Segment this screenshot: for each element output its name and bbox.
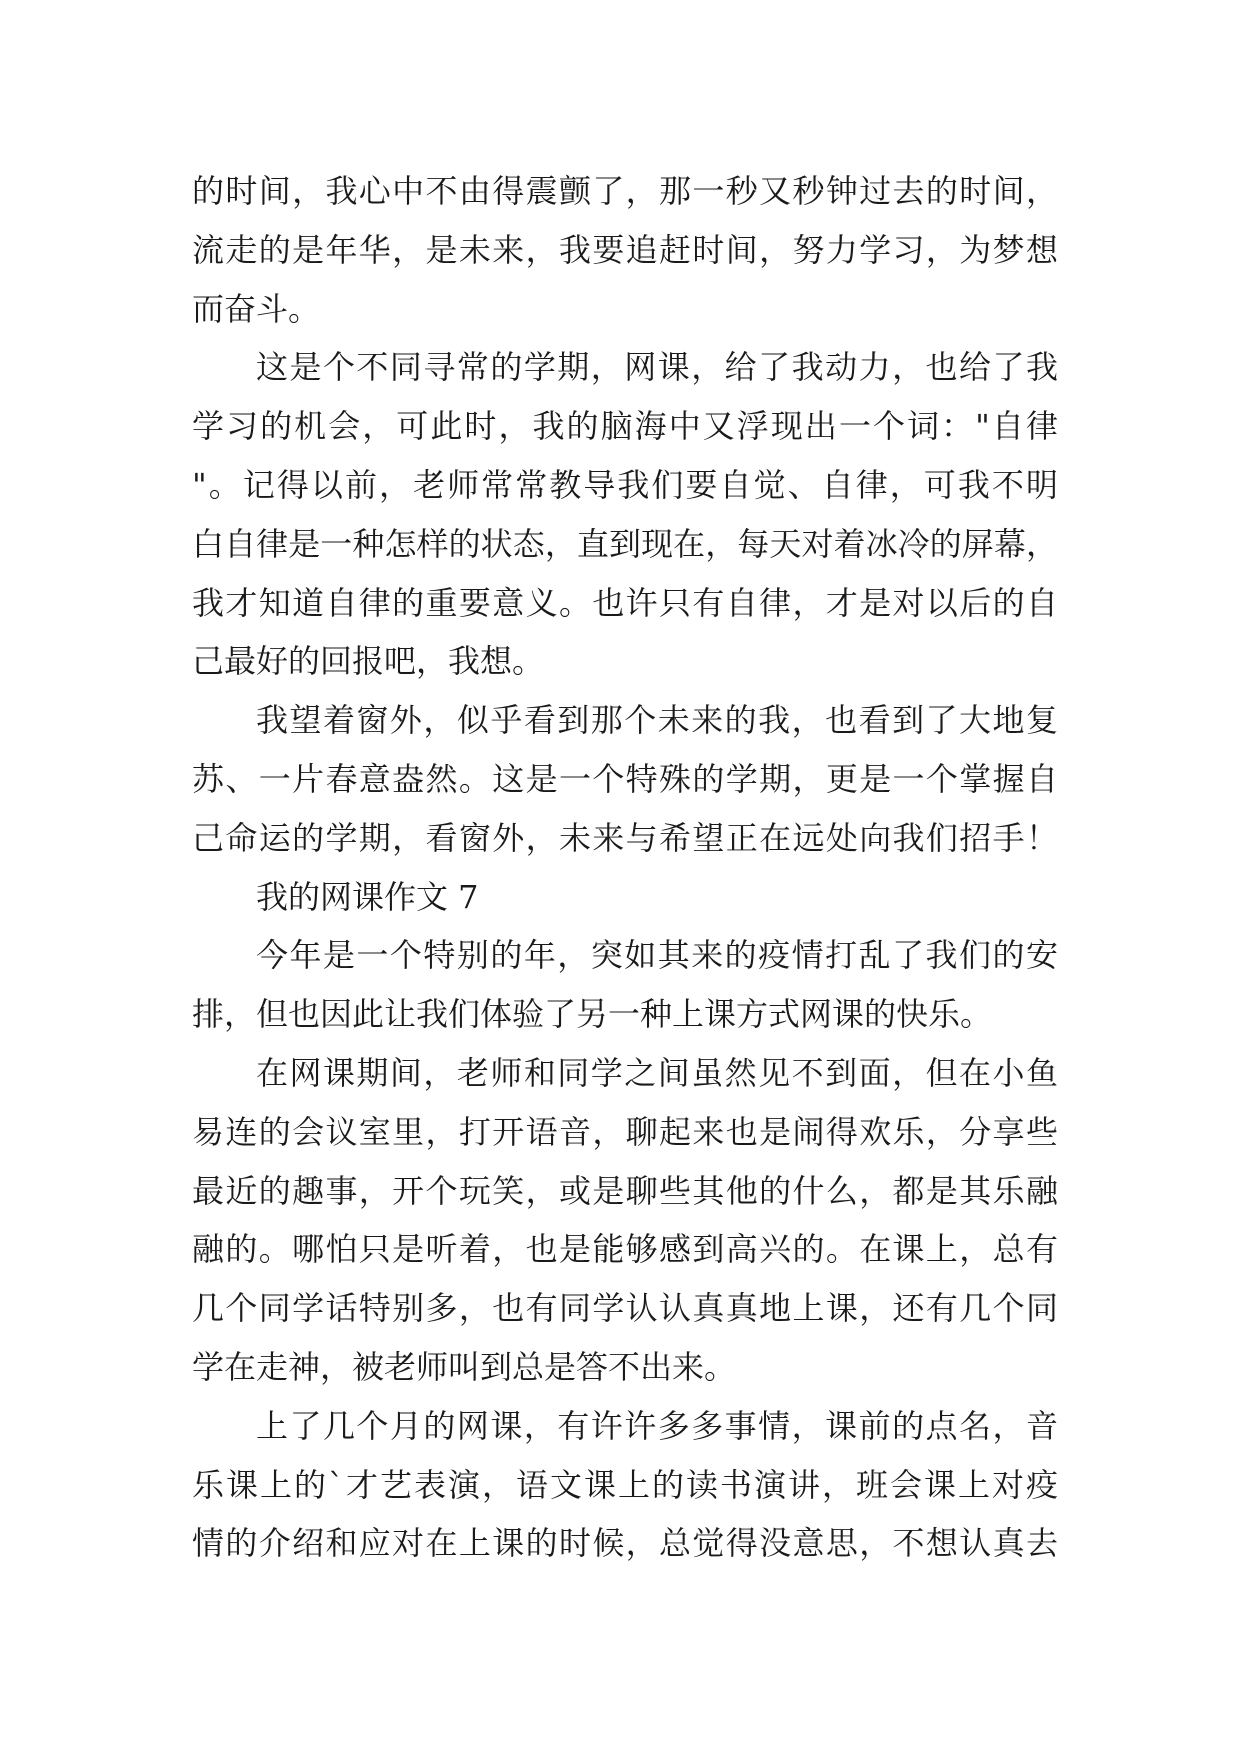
text-line: 情的介绍和应对在上课的时候，总觉得没意思，不想认真去 <box>192 1524 1058 1563</box>
text-line: 学在走神，被老师叫到总是答不出来。 <box>192 1347 737 1386</box>
text-line: 的时间，我心中不由得震颤了，那一秒又秒钟过去的时间， <box>192 172 1058 210</box>
text-line: 易连的会议室里，打开语音，聊起来也是闹得欢乐，分享些 <box>192 1112 1058 1151</box>
text-line: 苏、一片春意盎然。这是一个特殊的学期，更是一个掌握自 <box>192 759 1058 798</box>
text-line: 最近的趣事，开个玩笑，或是聊些其他的什么，都是其乐融 <box>192 1171 1058 1210</box>
paragraph-first-line: 在网课期间，老师和同学之间虽然见不到面，但在小鱼 <box>256 1053 1058 1092</box>
essay-body <box>192 162 1058 1573</box>
text-line: 己命运的学期，看窗外，未来与希望正在远处向我们招手！ <box>192 818 1058 857</box>
text-line: "。记得以前，老师常常教导我们要自觉、自律，可我不明 <box>192 465 1058 504</box>
text-line: 融的。哪怕只是听着，也是能够感到高兴的。在课上，总有 <box>192 1230 1058 1269</box>
text-line: 排，但也因此让我们体验了另一种上课方式网课的快乐。 <box>192 995 993 1034</box>
text-line: 几个同学话特别多，也有同学认认真真地上课，还有几个同 <box>192 1289 1058 1328</box>
text-line: 乐课上的`才艺表演，语文课上的读书演讲，班会课上对疫 <box>192 1465 1058 1504</box>
paragraph-first-line: 上了几个月的网课，有许许多多事情，课前的点名，音 <box>256 1406 1058 1445</box>
section-heading: 我的网课作文 7 <box>256 877 479 916</box>
text-line: 我才知道自律的重要意义。也许只有自律，才是对以后的自 <box>192 583 1058 622</box>
text-line: 学习的机会，可此时，我的脑海中又浮现出一个词："自律 <box>192 407 1058 446</box>
text-line: 而奋斗。 <box>192 289 321 328</box>
text-line: 己最好的回报吧，我想。 <box>192 642 545 681</box>
text-line: 流走的是年华，是未来，我要追赶时间，努力学习，为梦想 <box>192 230 1058 269</box>
text-line: 白自律是一种怎样的状态，直到现在，每天对着冰冷的屏幕， <box>192 524 1058 563</box>
paragraph-first-line: 我望着窗外，似乎看到那个未来的我，也看到了大地复 <box>256 701 1058 740</box>
paragraph-first-line: 这是个不同寻常的学期，网课，给了我动力，也给了我 <box>256 348 1058 387</box>
paragraph-first-line: 今年是一个特别的年，突如其来的疫情打乱了我们的安 <box>256 936 1058 975</box>
